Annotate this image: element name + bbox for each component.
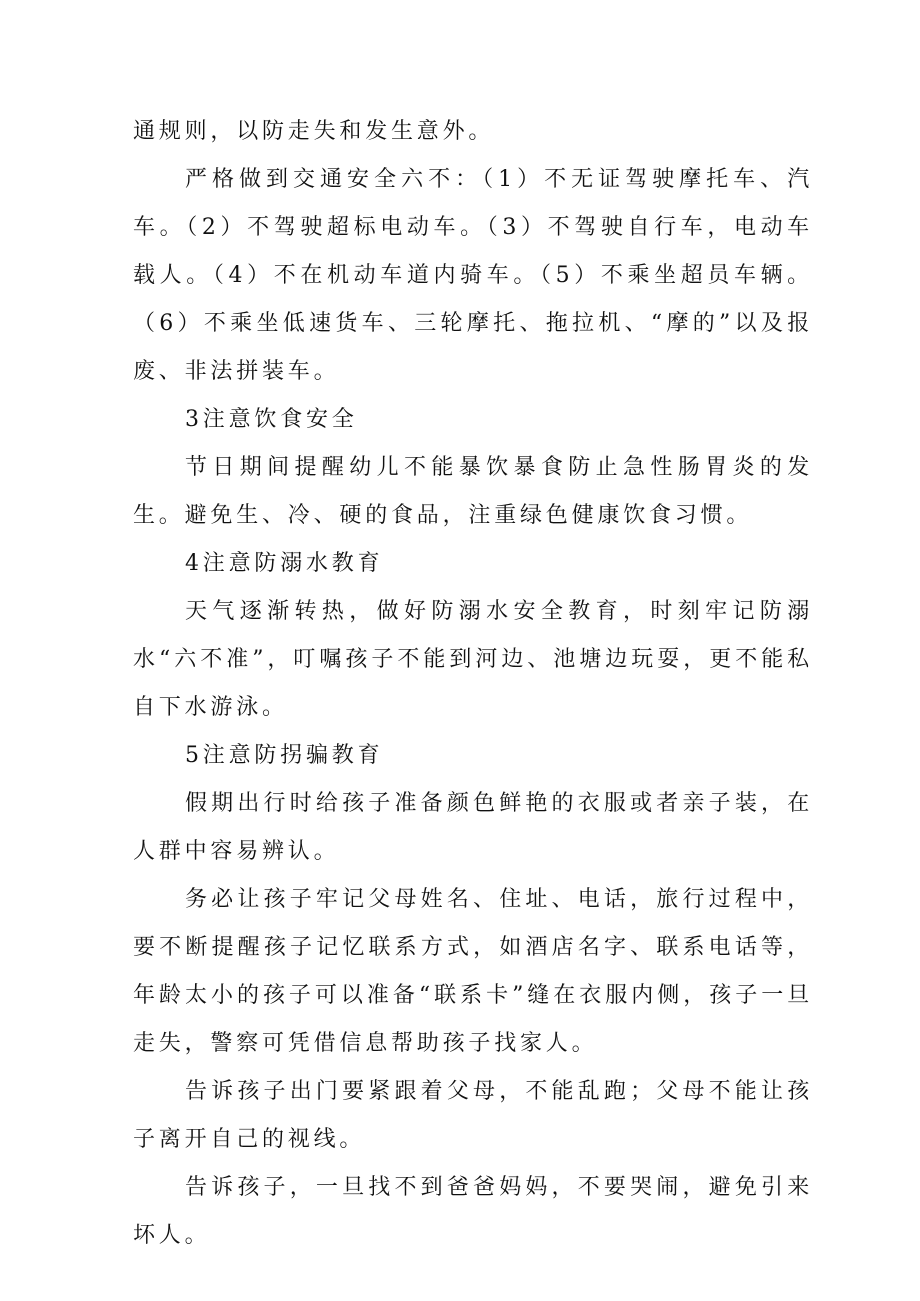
paragraph-traffic-rules-end: 通规则，以防走失和发生意外。 <box>133 119 495 144</box>
paragraph-drowning-prevention: 天气逐渐转热，做好防溺水安全教育，时刻牢记防溺水“六不准”，叮嘱孩子不能到河边、池塘边玩耍，更不能私自下水游泳。 <box>133 599 813 720</box>
document-body <box>133 108 813 1260</box>
heading-food-safety: 3注意饮食安全 <box>185 407 358 432</box>
heading-drowning-prevention: 4注意防溺水教育 <box>185 551 384 576</box>
paragraph-contact-info: 务必让孩子牢记父母姓名、住址、电话，旅行过程中，要不断提醒孩子记忆联系方式，如酒店名字、联系电话等，年龄太小的孩子可以准备“联系卡”缝在衣服内侧，孩子一旦走失，警察可凭借信息帮助孩子找家人。 <box>133 887 813 1056</box>
paragraph-stay-close: 告诉孩子出门要紧跟着父母，不能乱跑；父母不能让孩子离开自己的视线。 <box>133 1079 813 1152</box>
paragraph-traffic-six-nos: 严格做到交通安全六不：（1）不无证驾驶摩托车、汽车。（2）不驾驶超标电动车。（3）不驾驶自行车，电动车载人。（4）不在机动车道内骑车。（5）不乘坐超员车辆。（6）不乘坐低速货车、三轮摩托、拖拉机、“摩的”以及报废、非法拼装车。 <box>133 167 813 384</box>
paragraph-food-safety: 节日期间提醒幼儿不能暴饮暴食防止急性肠胃炎的发生。避免生、冷、硬的食品，注重绿色健康饮食习惯。 <box>133 455 813 528</box>
paragraph-do-not-cry: 告诉孩子，一旦找不到爸爸妈妈，不要哭闹，避免引来坏人。 <box>133 1175 813 1248</box>
heading-abduction-prevention: 5注意防拐骗教育 <box>185 743 384 768</box>
paragraph-bright-clothes: 假期出行时给孩子准备颜色鲜艳的衣服或者亲子装，在人群中容易辨认。 <box>133 791 813 864</box>
